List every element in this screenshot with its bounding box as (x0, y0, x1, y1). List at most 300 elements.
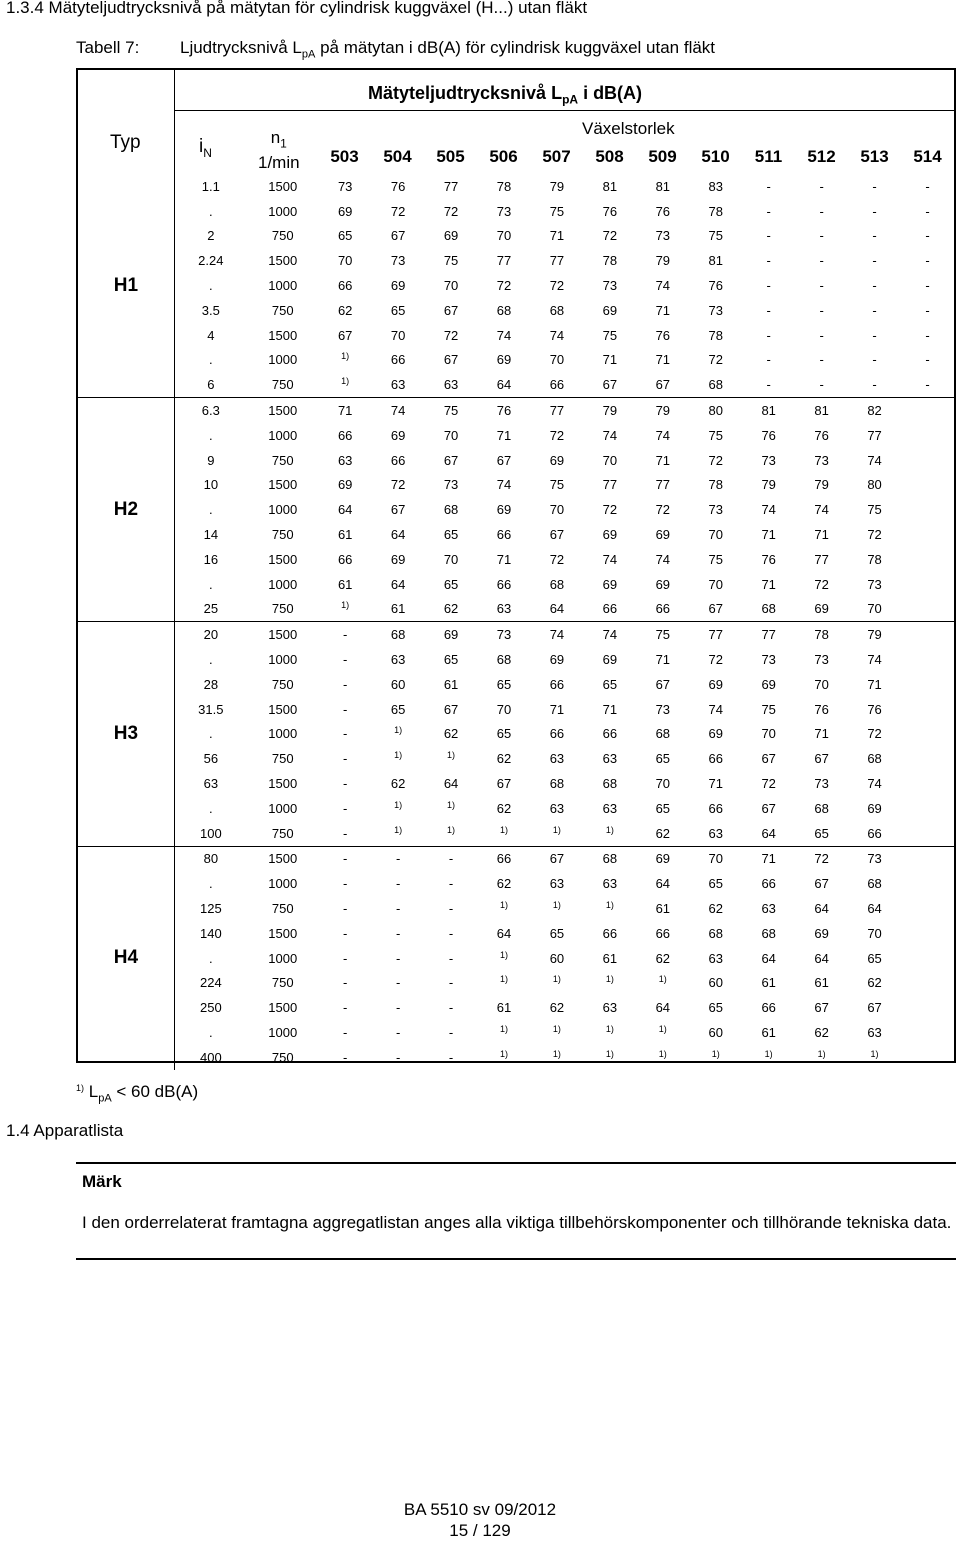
value-cell: 60 (549, 950, 565, 966)
value-cell: 61 (761, 1024, 776, 1040)
value-cell: - (872, 278, 877, 294)
speed-cell: 1000 (268, 278, 298, 294)
table-row (78, 497, 954, 522)
value-cell (901, 423, 954, 448)
value-cell: 68 (443, 502, 459, 518)
value-cell: 76 (814, 427, 829, 443)
table-row (78, 921, 954, 946)
value-cell: - (343, 751, 348, 767)
value-cell: 1) (499, 1048, 508, 1059)
value-cell: - (343, 676, 348, 692)
value-cell: 70 (443, 551, 459, 567)
value-cell: - (766, 228, 771, 244)
value-cell: 67 (549, 527, 565, 543)
value-cell: 69 (602, 302, 618, 318)
table-row (78, 647, 954, 672)
value-cell: 74 (655, 427, 671, 443)
value-cell: 71 (867, 676, 882, 692)
value-cell: 1) (394, 824, 403, 835)
value-cell: 70 (549, 502, 565, 518)
value-cell: 68 (549, 776, 565, 792)
value-cell: 73 (814, 452, 829, 468)
value-cell: 73 (814, 652, 829, 668)
value-cell: 69 (814, 925, 829, 941)
value-cell: 65 (443, 652, 459, 668)
value-cell: 60 (708, 975, 723, 991)
value-cell: 77 (549, 403, 565, 419)
value-cell: 68 (496, 302, 512, 318)
value-cell: 66 (337, 551, 353, 567)
value-cell: 74 (496, 327, 512, 343)
value-cell: 60 (390, 676, 406, 692)
value-cell: 67 (443, 452, 459, 468)
value-cell: 63 (549, 800, 565, 816)
value-cell: 64 (814, 950, 829, 966)
value-cell: 65 (655, 751, 671, 767)
value-cell: 73 (867, 851, 882, 867)
value-cell: 1) (552, 900, 561, 910)
value-cell: 76 (602, 203, 618, 219)
value-cell: - (395, 876, 401, 892)
value-cell: 64 (443, 776, 459, 792)
value-cell: 65 (496, 676, 512, 692)
value-cell: 62 (496, 751, 512, 767)
table-row (78, 796, 954, 821)
value-cell: 79 (814, 477, 829, 493)
value-cell: 73 (708, 502, 723, 518)
value-cell: 79 (655, 253, 671, 269)
value-cell: 73 (496, 627, 512, 643)
value-cell (901, 497, 954, 522)
value-cell (901, 846, 954, 871)
value-cell: - (819, 228, 824, 244)
value-cell: 65 (496, 726, 512, 742)
value-cell: 69 (390, 551, 406, 567)
ratio-cell: . (209, 800, 213, 816)
table-row (78, 697, 954, 722)
table-row (78, 273, 954, 298)
value-cell: 66 (761, 876, 776, 892)
value-cell: 70 (337, 253, 353, 269)
value-cell: - (925, 228, 930, 244)
value-cell: 69 (496, 352, 512, 368)
value-cell: - (343, 652, 348, 668)
value-cell: 72 (549, 427, 565, 443)
value-cell (901, 1020, 954, 1045)
typ-cell: H3 (78, 622, 174, 846)
ratio-cell: . (209, 726, 213, 742)
value-cell: 62 (496, 800, 512, 816)
value-cell: 81 (761, 403, 776, 419)
value-cell: 81 (655, 178, 671, 194)
value-cell: 78 (708, 203, 723, 219)
value-cell: 63 (602, 876, 618, 892)
value-cell: 71 (655, 452, 671, 468)
size-header-cell: 506 (489, 147, 518, 166)
value-cell: 76 (761, 551, 776, 567)
value-cell: 74 (655, 278, 671, 294)
value-cell: 69 (602, 527, 618, 543)
size-header-cell: 504 (383, 147, 412, 166)
value-cell: 72 (390, 203, 406, 219)
value-cell: 77 (814, 551, 829, 567)
value-cell: 69 (655, 576, 671, 592)
table-row (78, 622, 954, 647)
value-cell: 1) (817, 1048, 826, 1059)
value-cell: 73 (443, 477, 459, 493)
size-header-cell: 505 (436, 147, 465, 166)
value-cell: 67 (655, 676, 671, 692)
table-row (78, 821, 954, 846)
value-cell: - (819, 178, 824, 194)
value-cell: - (343, 975, 348, 991)
value-cell: 67 (390, 502, 406, 518)
ratio-cell: . (209, 502, 213, 518)
value-cell: 74 (867, 776, 882, 792)
value-cell: - (395, 1000, 401, 1016)
value-cell: 68 (655, 726, 671, 742)
value-cell: - (343, 627, 348, 643)
value-cell: 61 (443, 676, 459, 692)
ratio-cell: 6.3 (201, 403, 220, 419)
value-cell: 66 (602, 726, 618, 742)
table-main-header: Mätyteljudtrycksnivå $L_{pA}$ i dB(A) (368, 83, 643, 107)
value-cell: 1) (552, 824, 561, 835)
speed-cell: 1000 (268, 726, 298, 742)
value-cell: 66 (496, 527, 512, 543)
ratio-cell: 16 (203, 551, 219, 567)
value-cell: 68 (708, 377, 723, 393)
value-cell: 75 (708, 551, 723, 567)
value-cell: 66 (708, 751, 723, 767)
ratio-cell: 2.24 (198, 253, 224, 269)
value-cell: - (343, 876, 348, 892)
value-cell: 64 (761, 950, 776, 966)
value-cell: 71 (761, 527, 776, 543)
value-cell: 65 (708, 876, 723, 892)
table-row (78, 248, 954, 273)
value-cell: 72 (867, 726, 882, 742)
value-cell: 1) (764, 1048, 773, 1059)
value-cell: - (925, 253, 930, 269)
value-cell: - (395, 950, 401, 966)
value-cell: 63 (443, 377, 459, 393)
value-cell: 65 (390, 701, 406, 717)
value-cell: 77 (761, 627, 776, 643)
value-cell: 62 (390, 776, 406, 792)
value-cell: 67 (814, 1000, 829, 1016)
table-row (78, 672, 954, 697)
table-row (78, 722, 954, 747)
value-cell: 62 (496, 876, 512, 892)
value-cell: 73 (496, 203, 512, 219)
value-cell: 62 (443, 601, 459, 617)
speed-cell: 1000 (268, 950, 298, 966)
speed-cell: 1500 (268, 627, 298, 643)
speed-cell: 1500 (268, 178, 298, 194)
value-cell: 1) (447, 750, 456, 761)
size-header-cell: 508 (595, 147, 624, 166)
value-cell: - (925, 377, 930, 393)
speed-cell: 1500 (268, 551, 298, 567)
speed-cell: 1500 (268, 253, 298, 269)
value-cell: 67 (549, 851, 565, 867)
footnote: $^{1)}$ $L_{pA} < 60$ dB(A) (76, 1082, 199, 1105)
value-cell: - (343, 925, 348, 941)
value-cell: 63 (867, 1024, 882, 1040)
value-cell: 1) (341, 600, 350, 611)
value-cell: 69 (602, 576, 618, 592)
value-cell: - (343, 950, 348, 966)
speed-cell: 1500 (268, 851, 298, 867)
value-cell: 72 (602, 502, 618, 518)
value-cell (901, 871, 954, 896)
value-cell: 67 (761, 751, 776, 767)
value-cell: 62 (337, 302, 353, 318)
value-cell (901, 821, 954, 846)
value-cell: 66 (867, 825, 882, 841)
value-cell: 65 (814, 825, 829, 841)
ratio-cell: . (209, 278, 213, 294)
value-cell: - (819, 302, 824, 318)
speed-cell: 750 (271, 302, 294, 318)
value-cell: 61 (655, 901, 671, 916)
table-row (78, 995, 954, 1020)
value-cell: 82 (867, 403, 882, 419)
value-cell: 63 (390, 377, 406, 393)
value-cell: 74 (549, 627, 565, 643)
table-row (78, 323, 954, 348)
note-box (76, 1162, 956, 1260)
value-cell: 61 (390, 601, 406, 617)
value-cell: 65 (443, 576, 459, 592)
value-cell: 75 (708, 228, 723, 244)
value-cell: 72 (443, 327, 459, 343)
speed-cell: 750 (271, 527, 294, 543)
noise-table (76, 68, 956, 1063)
value-cell: 73 (761, 452, 776, 468)
value-cell: 71 (814, 726, 829, 742)
value-cell: 75 (867, 502, 882, 518)
value-cell: 72 (761, 776, 776, 792)
value-cell: 77 (655, 477, 671, 493)
value-cell: 67 (761, 800, 776, 816)
value-cell: 62 (655, 825, 671, 841)
value-cell: - (343, 800, 348, 816)
size-header-cell: 507 (542, 147, 571, 166)
value-cell: 1) (341, 351, 350, 362)
table-row (78, 174, 954, 199)
value-cell: 69 (390, 427, 406, 443)
value-cell: 72 (602, 228, 618, 244)
value-cell: 76 (655, 203, 671, 219)
value-cell: - (766, 302, 771, 318)
value-cell: - (448, 1024, 454, 1040)
speed-cell: 1500 (268, 477, 298, 493)
value-cell: - (448, 1000, 454, 1016)
speed-cell: 1000 (268, 576, 298, 592)
size-header-cell: 511 (754, 147, 783, 166)
value-cell: 74 (761, 502, 776, 518)
value-cell: 74 (814, 502, 829, 518)
value-cell: 71 (814, 527, 829, 543)
speed-cell: 1500 (268, 925, 298, 941)
value-cell: - (766, 377, 771, 393)
table-row (78, 298, 954, 323)
value-cell: 1) (605, 1023, 614, 1034)
value-cell: - (819, 352, 824, 368)
value-cell: 64 (496, 925, 512, 941)
value-cell: - (448, 876, 454, 892)
value-cell: 72 (708, 452, 723, 468)
value-cell: 70 (708, 527, 723, 543)
ratio-cell: . (209, 652, 213, 668)
value-cell: - (819, 377, 824, 393)
value-cell: 76 (867, 701, 882, 717)
value-cell: 79 (867, 627, 882, 643)
value-cell: 1) (499, 974, 508, 985)
value-cell (901, 896, 954, 921)
value-cell: 81 (602, 178, 618, 194)
value-cell: 78 (602, 253, 618, 269)
value-cell: 67 (602, 377, 618, 393)
value-cell: 75 (602, 327, 618, 343)
value-cell: 75 (443, 253, 459, 269)
value-cell: - (395, 1024, 401, 1040)
value-cell: 68 (708, 925, 723, 941)
ratio-cell: 3.5 (201, 302, 220, 318)
value-cell: 66 (337, 427, 353, 443)
value-cell: 68 (602, 851, 618, 867)
value-cell: - (343, 1049, 348, 1065)
table-row (78, 572, 954, 597)
value-cell: 70 (708, 576, 723, 592)
value-cell: 70 (655, 776, 671, 792)
value-cell: 72 (814, 851, 829, 867)
value-cell: 63 (337, 452, 353, 468)
value-cell: 69 (337, 477, 353, 493)
value-cell: - (872, 203, 877, 219)
value-cell: 1) (499, 949, 508, 960)
value-cell: 1) (605, 900, 614, 910)
size-header-cell: 510 (701, 147, 730, 166)
value-cell: 62 (549, 1000, 565, 1016)
value-cell: 70 (867, 601, 882, 617)
value-cell (901, 448, 954, 473)
value-cell (901, 398, 954, 423)
value-cell: 1) (341, 376, 350, 387)
value-cell: 74 (708, 701, 723, 717)
value-cell: - (766, 253, 771, 269)
value-cell: 66 (496, 576, 512, 592)
value-cell: 74 (549, 327, 565, 343)
speed-cell: 1000 (268, 1024, 298, 1040)
value-cell: 63 (496, 601, 512, 617)
value-cell: 1) (447, 824, 456, 835)
value-cell: 62 (867, 975, 882, 991)
value-cell (901, 547, 954, 572)
value-cell: 64 (337, 502, 353, 518)
table-row (78, 448, 954, 473)
value-cell: - (766, 278, 771, 294)
value-cell: 70 (390, 327, 406, 343)
footer-page-number: 15 / 129 (449, 1521, 511, 1540)
value-cell: 70 (867, 925, 882, 941)
ratio-cell: 1.1 (201, 178, 220, 194)
value-cell: 70 (814, 676, 829, 692)
value-cell: 1) (711, 1048, 720, 1059)
value-cell: 1) (552, 974, 561, 985)
value-cell: 69 (708, 676, 723, 692)
value-cell: 67 (814, 876, 829, 892)
value-cell: 73 (655, 701, 671, 717)
speed-cell: 1500 (268, 403, 298, 419)
value-cell: 72 (549, 551, 565, 567)
speed-cell: 1000 (268, 352, 298, 368)
speed-cell: 750 (271, 975, 294, 991)
table-row (78, 473, 954, 498)
value-cell: 73 (337, 178, 353, 194)
ratio-cell: . (209, 1024, 213, 1040)
value-cell: 70 (496, 228, 512, 244)
value-cell: 68 (390, 627, 406, 643)
value-cell: - (448, 1049, 454, 1065)
table-row (78, 1020, 954, 1045)
value-cell: 65 (602, 676, 618, 692)
value-cell (901, 672, 954, 697)
value-cell: 64 (655, 876, 671, 892)
col-header-n1: $n_1$ 1/min (258, 128, 300, 173)
value-cell: 63 (602, 1000, 618, 1016)
value-cell: 62 (443, 726, 459, 742)
value-cell: 77 (867, 427, 882, 443)
value-cell: 68 (602, 776, 618, 792)
value-cell: 74 (496, 477, 512, 493)
ratio-cell: 4 (207, 327, 215, 343)
value-cell: 68 (867, 876, 882, 892)
value-cell: 1) (605, 824, 614, 835)
value-cell: 75 (708, 427, 723, 443)
value-cell: 1) (552, 1023, 561, 1034)
value-cell: 64 (761, 825, 776, 841)
ratio-cell: 2 (207, 228, 215, 244)
value-cell: 63 (602, 800, 618, 816)
value-cell: 75 (549, 477, 565, 493)
ratio-cell: 20 (203, 627, 219, 643)
value-cell: 69 (708, 726, 723, 742)
value-cell: 62 (655, 950, 671, 966)
value-cell: 65 (549, 925, 565, 941)
value-cell (901, 946, 954, 971)
value-cell: 69 (655, 851, 671, 867)
value-cell: 63 (602, 751, 618, 767)
data-table (78, 174, 954, 1070)
value-cell (901, 473, 954, 498)
value-cell: 1) (658, 1048, 667, 1059)
value-cell: 70 (761, 726, 776, 742)
speed-cell: 750 (271, 601, 294, 617)
value-cell: 61 (337, 527, 353, 543)
value-cell: - (925, 178, 930, 194)
section-heading-1-4: 1.4 Apparatlista (6, 1121, 124, 1140)
value-cell: 75 (549, 203, 565, 219)
size-header-cell: 513 (860, 147, 889, 166)
ratio-cell: . (209, 876, 213, 892)
value-cell: 75 (655, 627, 671, 643)
value-cell: - (872, 352, 877, 368)
value-cell (901, 697, 954, 722)
value-cell: - (395, 901, 401, 916)
